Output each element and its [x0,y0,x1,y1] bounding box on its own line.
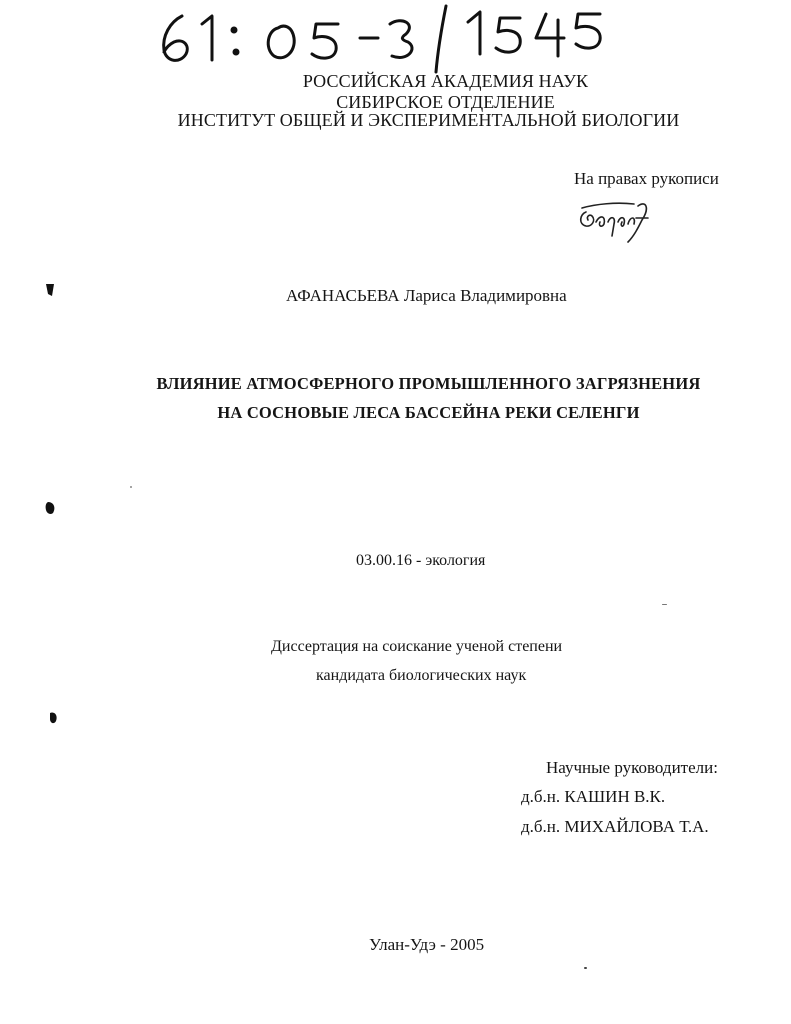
academy-name: РОССИЙСКАЯ АКАДЕМИЯ НАУК [302,71,589,91]
supervisor-item: д.б.н. МИХАЙЛОВА Т.А. [521,817,709,836]
manuscript-rights-note: На правах рукописи [574,169,719,188]
author-given-names: Лариса Владимировна [403,286,567,305]
author-signature [576,196,660,246]
degree-statement-line-2: кандидата биологических наук [316,667,527,684]
branch-name: СИБИРСКОЕ ОТДЕЛЕНИЕ [336,92,555,112]
paper-speck [662,604,667,605]
author-name [286,286,567,306]
supervisor-item: д.б.н. КАШИН В.К. [521,787,666,806]
place-and-year: Улан-Удэ - 2005 [369,935,485,954]
specialty-code: 03.00.16 - экология [356,552,486,569]
binding-hole-mark [44,282,56,298]
degree-statement-line-1: Диссертация на соискание ученой степени [271,638,563,655]
dissertation-title-line-2: НА СОСНОВЫЕ ЛЕСА БАССЕЙНА РЕКИ СЕЛЕНГИ [217,403,640,422]
paper-speck [130,486,132,488]
supervisors-heading: Научные руководители: [546,758,718,777]
binding-hole-mark [44,500,56,516]
paper-speck [584,967,587,969]
binding-hole-mark [47,710,59,726]
author-surname: АФАНАСЬЕВА [286,286,400,305]
institute-name: ИНСТИТУТ ОБЩЕЙ И ЭКСПЕРИМЕНТАЛЬНОЙ БИОЛОГИИ [177,110,680,130]
dissertation-title-line-1: ВЛИЯНИЕ АТМОСФЕРНОГО ПРОМЫШЛЕННОГО ЗАГРЯЗНЕНИЯ [156,374,701,393]
handwritten-archive-code [150,2,630,74]
